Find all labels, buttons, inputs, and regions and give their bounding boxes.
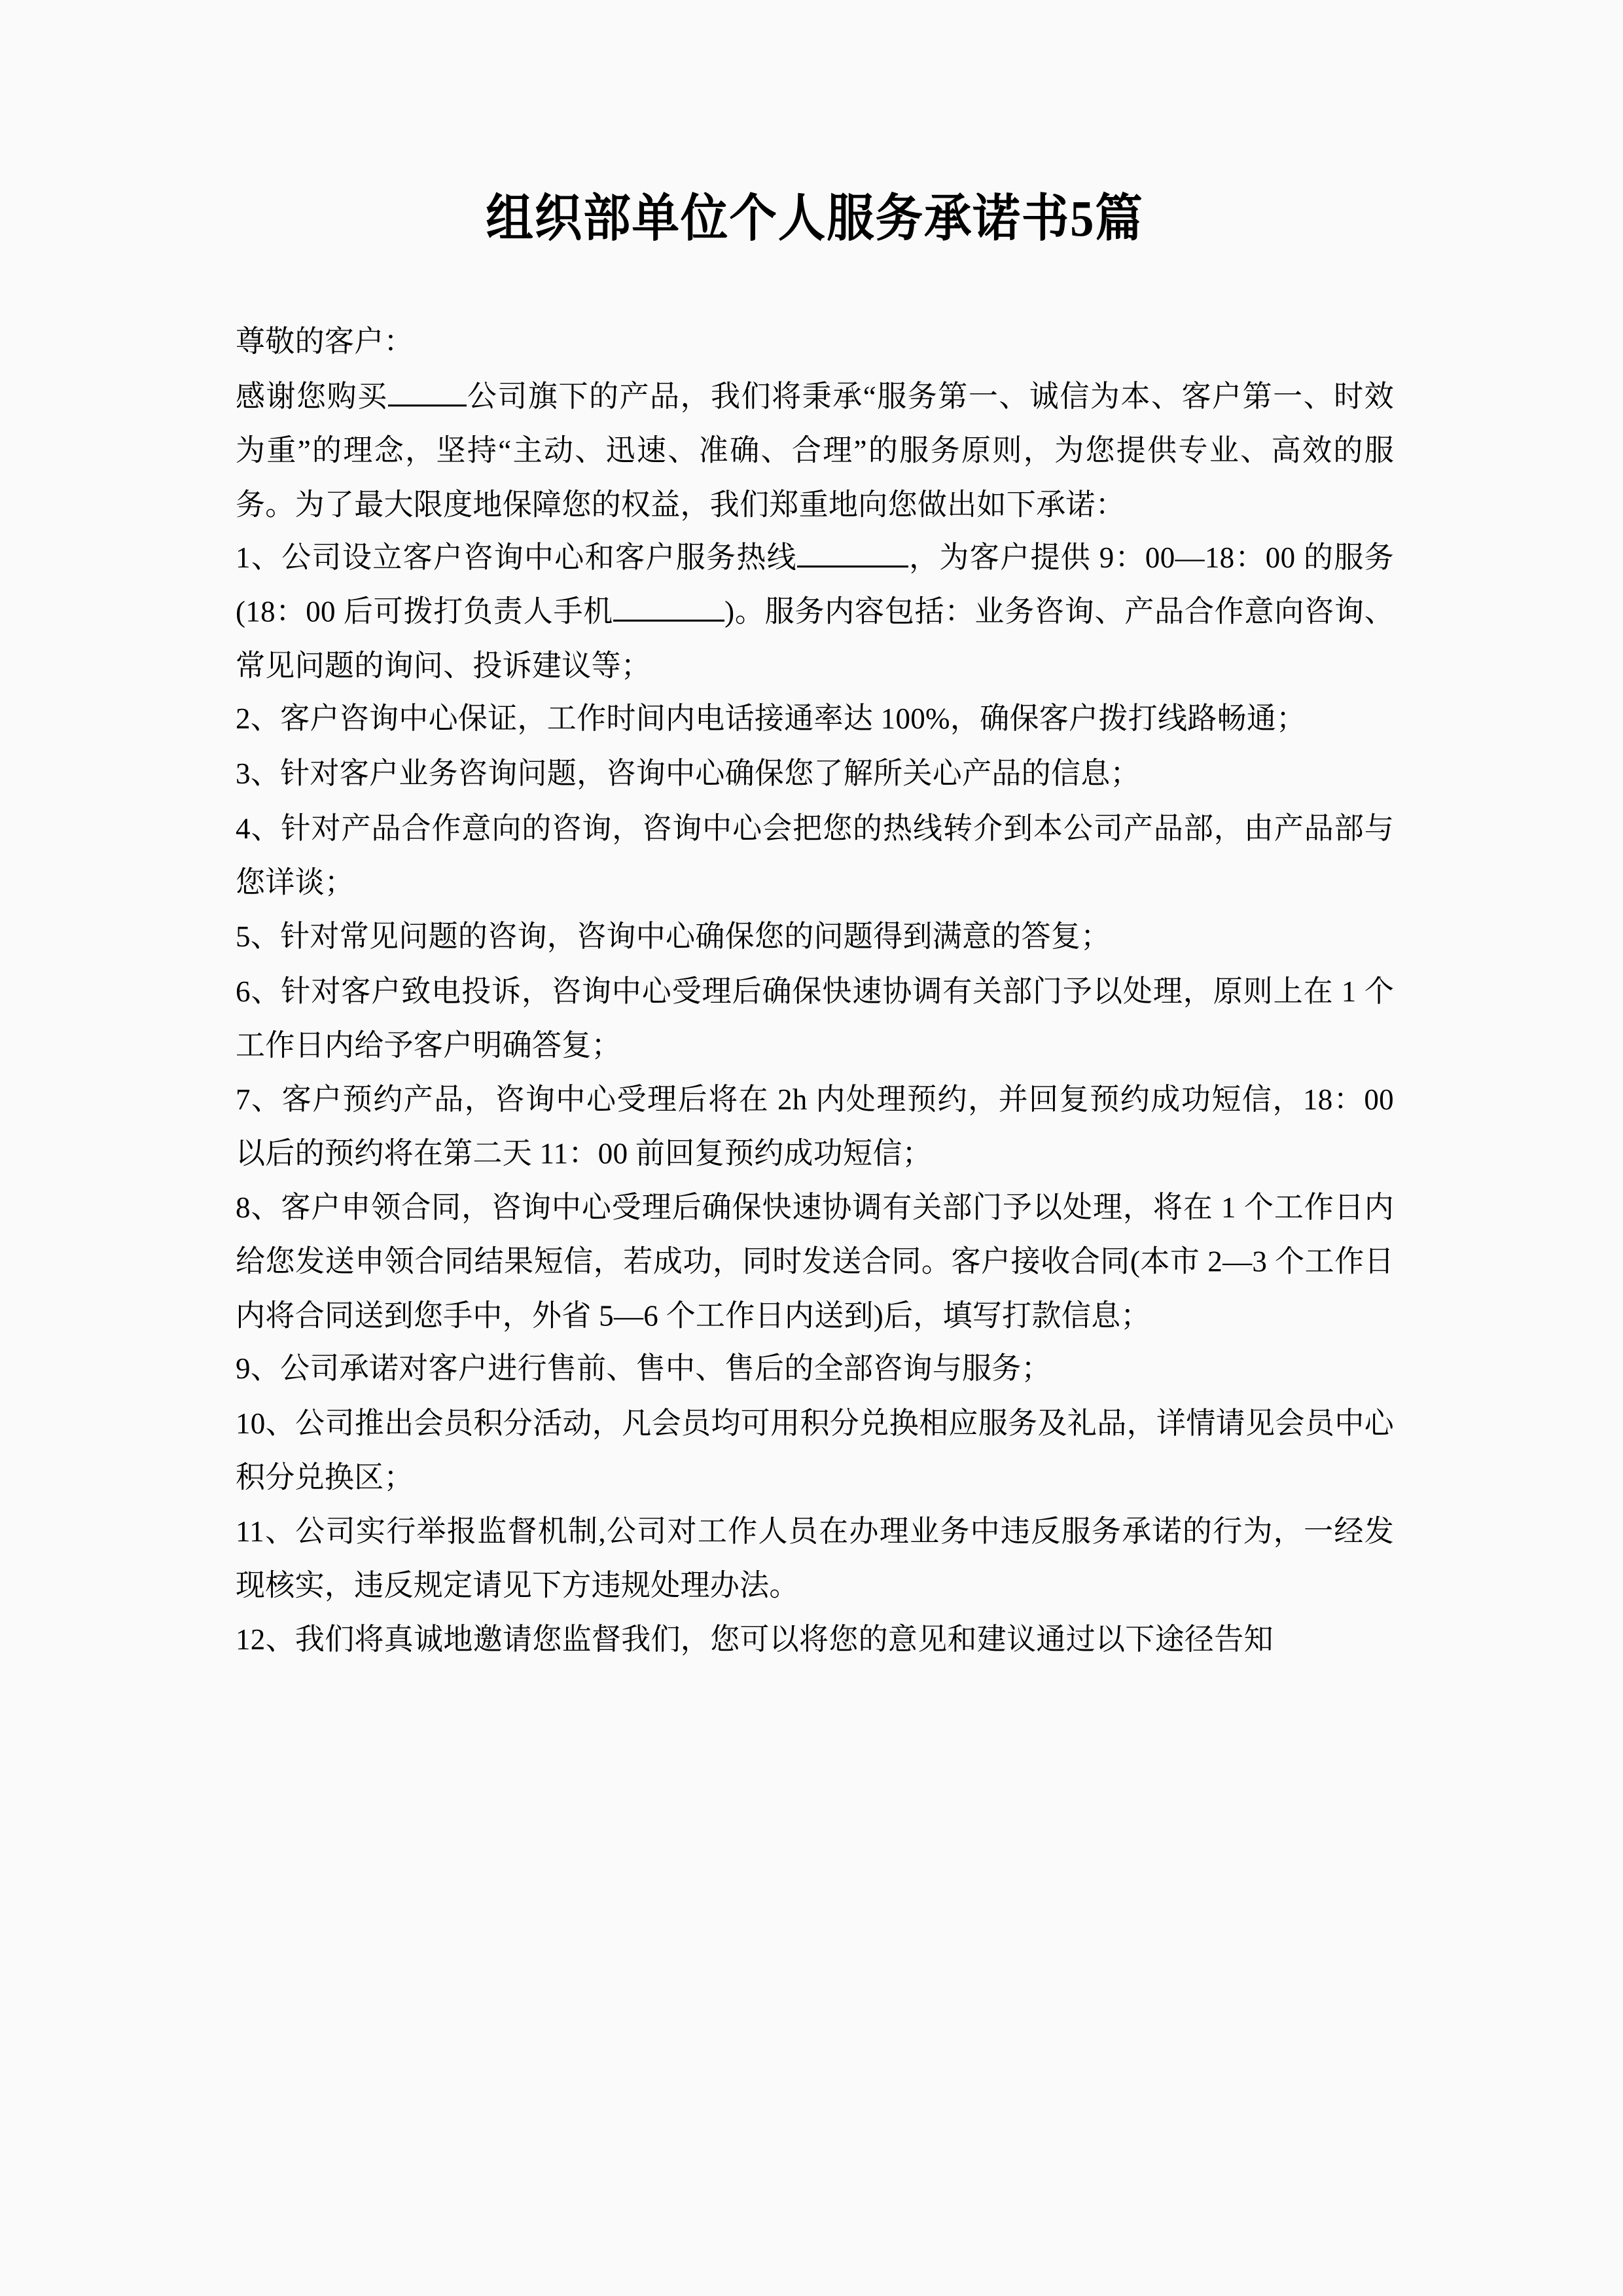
manager-mobile-blank[interactable] — [613, 619, 724, 621]
item-number: 8、 — [236, 1190, 281, 1224]
page-title: 组织部单位个人服务承诺书5篇 — [486, 190, 1144, 247]
list-item — [236, 965, 1394, 1073]
item-number: 5、 — [236, 919, 281, 953]
list-item — [236, 1613, 1394, 1667]
item-number: 7、 — [236, 1082, 282, 1116]
hotline-number-blank[interactable] — [797, 565, 908, 567]
item-text: 客户申领合同，咨询中心受理后确保快速协调有关部门予以处理，将在 1 个工作日内给您发送申领合同结果短信，若成功，同时发送合同。客户接收合同(本市 2—3 个工作日内将合同送到您手中，外省 5—6 个工作日内送到)后，填写打款信息； — [236, 1190, 1395, 1333]
item-text: 针对常见问题的咨询，咨询中心确保您的问题得到满意的答复； — [280, 919, 1111, 953]
salutation-text: 尊敬的客户： — [236, 324, 414, 358]
item-number: 11、 — [236, 1514, 296, 1548]
item-number: 10、 — [236, 1406, 296, 1440]
item-text: 公司实行举报监督机制,公司对工作人员在办理业务中违反服务承诺的行为，一经发现核实，违反规定请见下方违规处理办法。 — [236, 1514, 1395, 1602]
intro-text-part2: 公司旗下的产品，我们将秉承“服务第一、诚信为本、客户第一、时效为重”的理念，坚持“主动、迅速、准确、合理”的服务原则，为您提供专业、高效的服务。为了最大限度地保障您的权益，我们郑重地向您做出如下承诺： — [236, 379, 1394, 522]
intro-text-part1: 感谢您购买 — [236, 379, 388, 413]
document-content — [236, 0, 1394, 1666]
item-number: 12、 — [236, 1622, 295, 1656]
list-item — [236, 910, 1394, 964]
list-item — [236, 1181, 1394, 1343]
item-number: 4、 — [236, 811, 281, 845]
item-text: 公司推出会员积分活动，凡会员均可用积分兑换相应服务及礼品，详情请见会员中心积分兑换区； — [236, 1406, 1394, 1494]
list-item — [236, 692, 1394, 746]
item-number: 9、 — [236, 1351, 281, 1385]
list-item — [236, 1342, 1394, 1396]
item-number: 3、 — [236, 756, 281, 790]
item-text: 客户预约产品，咨询中心受理后将在 2h 内处理预约，并回复预约成功短信，18：00 以后的预约将在第二天 11：00 前回复预约成功短信； — [236, 1082, 1394, 1170]
item-text: 针对客户致电投诉，咨询中心受理后确保快速协调有关部门予以处理，原则上在 1 个工作日内给予客户明确答复； — [236, 974, 1395, 1062]
item-text: 针对客户业务咨询问题，咨询中心确保您了解所关心产品的信息； — [280, 756, 1140, 790]
list-item — [236, 531, 1394, 693]
document-body — [236, 315, 1394, 1666]
list-item — [236, 747, 1394, 801]
item-text: 我们将真诚地邀请您监督我们，您可以将您的意见和建议通过以下途径告知 — [294, 1622, 1274, 1656]
list-item — [236, 1073, 1394, 1181]
list-item — [236, 1505, 1394, 1613]
list-item — [236, 802, 1394, 910]
item-text: 客户咨询中心保证，工作时间内电话接通率达 100%，确保客户拨打线路畅通； — [280, 701, 1306, 735]
item-text: 公司承诺对客户进行售前、售中、售后的全部咨询与服务； — [280, 1351, 1051, 1385]
item-text-c: )。服务内容包括：业务咨询、产品合作意向咨询、常见问题的询问、投诉建议等； — [236, 594, 1394, 683]
item-number: 1、 — [236, 540, 282, 574]
salutation-paragraph — [236, 315, 1394, 369]
item-text-b: ，为客户提供 9：00—18：00 的服务(18：00 后可拨打负责人手机 — [236, 540, 1394, 628]
item-text-a: 公司设立客户咨询中心和客户服务热线 — [281, 540, 798, 574]
item-number: 2、 — [236, 701, 281, 735]
list-item — [236, 1397, 1394, 1505]
company-name-blank[interactable] — [388, 404, 467, 406]
item-text: 针对产品合作意向的咨询，咨询中心会把您的热线转介到本公司产品部，由产品部与您详谈； — [236, 811, 1394, 899]
item-number: 6、 — [236, 974, 281, 1008]
intro-paragraph — [236, 370, 1394, 532]
